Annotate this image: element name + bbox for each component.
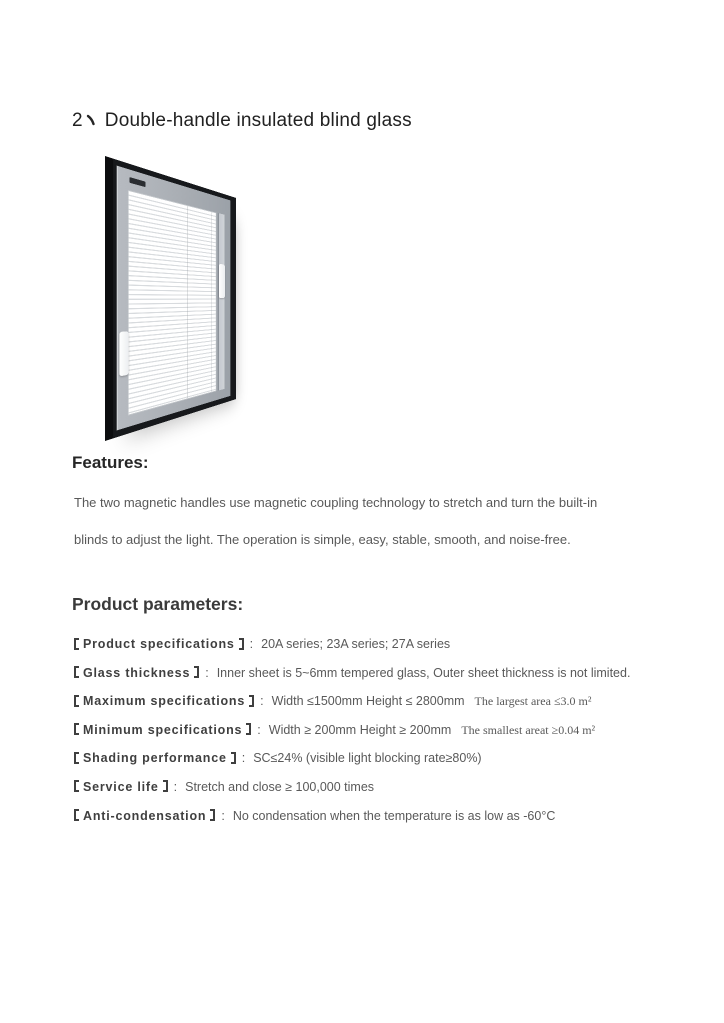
features-heading: Features: [72, 453, 149, 472]
left-lenticular-bracket-icon [74, 780, 79, 792]
product-photo [96, 150, 266, 460]
blind-cord-line [187, 206, 188, 398]
product-parameters-list [74, 630, 714, 830]
title-number: 2 [72, 110, 83, 131]
parameter-label: Shading performance [83, 751, 227, 766]
parameter-label: Product specifications [83, 637, 235, 651]
window-frame [105, 156, 236, 441]
right-lenticular-bracket-icon [249, 695, 254, 707]
parameter-value: SC≤24% (visible light blocking rate≥80%) [253, 751, 482, 766]
parameter-value: Width ≤1500mm Height ≤ 2800mm [271, 694, 465, 709]
right-lenticular-bracket-icon [246, 723, 251, 735]
parameter-value: No condensation when the temperature is as low as -60°C [232, 808, 556, 823]
features-line-1: The two magnetic handles use magnetic coupling technology to stretch and turn the built-in [74, 495, 598, 510]
parameter-row-glass-thickness [74, 659, 714, 688]
parameter-value: 20A series; 23A series; 27A series [261, 637, 451, 651]
product-parameters-heading: Product parameters: [72, 594, 244, 614]
left-lenticular-bracket-icon [74, 752, 79, 764]
parameter-label: Maximum specifications [83, 694, 246, 709]
parameter-note: The largest area ≤3.0 m² [474, 694, 592, 709]
page-title [72, 110, 412, 132]
parameter-colon: : [205, 665, 209, 680]
parameter-row-minimum-specifications [74, 716, 714, 745]
features-line-2: blinds to adjust the light. The operation is simple, easy, stable, smooth, and noise-free. [74, 532, 571, 547]
parameter-row-product-specifications [74, 630, 714, 659]
magnetic-handle-left [119, 332, 128, 377]
parameter-value: Width ≥ 200mm Height ≥ 200mm [268, 722, 452, 737]
parameter-colon: : [241, 751, 246, 766]
parameter-colon: : [173, 779, 178, 794]
parameter-row-shading-performance [74, 744, 714, 773]
glass-spacer [117, 166, 231, 431]
parameter-note: The smallest areat ≥0.04 m² [461, 722, 596, 737]
brand-logo-mark [130, 177, 146, 187]
left-lenticular-bracket-icon [74, 723, 79, 735]
parameter-value: Stretch and close ≥ 100,000 times [185, 779, 375, 794]
parameter-colon: : [260, 694, 264, 709]
parameter-row-anti-condensation [74, 802, 714, 831]
parameter-colon: : [249, 637, 254, 651]
blind-right-rail [218, 213, 225, 391]
parameter-label: Minimum specifications [83, 722, 243, 737]
left-lenticular-bracket-icon [74, 666, 79, 678]
right-lenticular-bracket-icon [163, 780, 168, 792]
parameter-colon: : [257, 722, 261, 737]
parameter-row-service-life [74, 773, 714, 802]
left-lenticular-bracket-icon [74, 809, 79, 821]
magnetic-handle-right [219, 264, 225, 298]
parameter-label: Glass thickness [83, 665, 191, 680]
right-lenticular-bracket-icon [231, 752, 236, 764]
blind-cord-line [212, 212, 213, 392]
left-lenticular-bracket-icon [74, 695, 79, 707]
right-lenticular-bracket-icon [194, 666, 199, 678]
title-text: Double-handle insulated blind glass [104, 110, 412, 131]
parameter-colon: : [221, 808, 225, 823]
right-lenticular-bracket-icon [239, 638, 244, 650]
venetian-blinds [128, 190, 216, 416]
right-lenticular-bracket-icon [210, 809, 215, 821]
parameter-row-maximum-specifications [74, 687, 714, 716]
ideographic-comma-icon [85, 110, 99, 122]
parameter-value: Inner sheet is 5~6mm tempered glass, Outer sheet thickness is not limited. [216, 665, 631, 680]
features-paragraph [74, 484, 654, 558]
left-lenticular-bracket-icon [74, 638, 79, 650]
parameter-label: Anti-condensation [83, 808, 207, 823]
parameter-label: Service life [83, 779, 159, 794]
